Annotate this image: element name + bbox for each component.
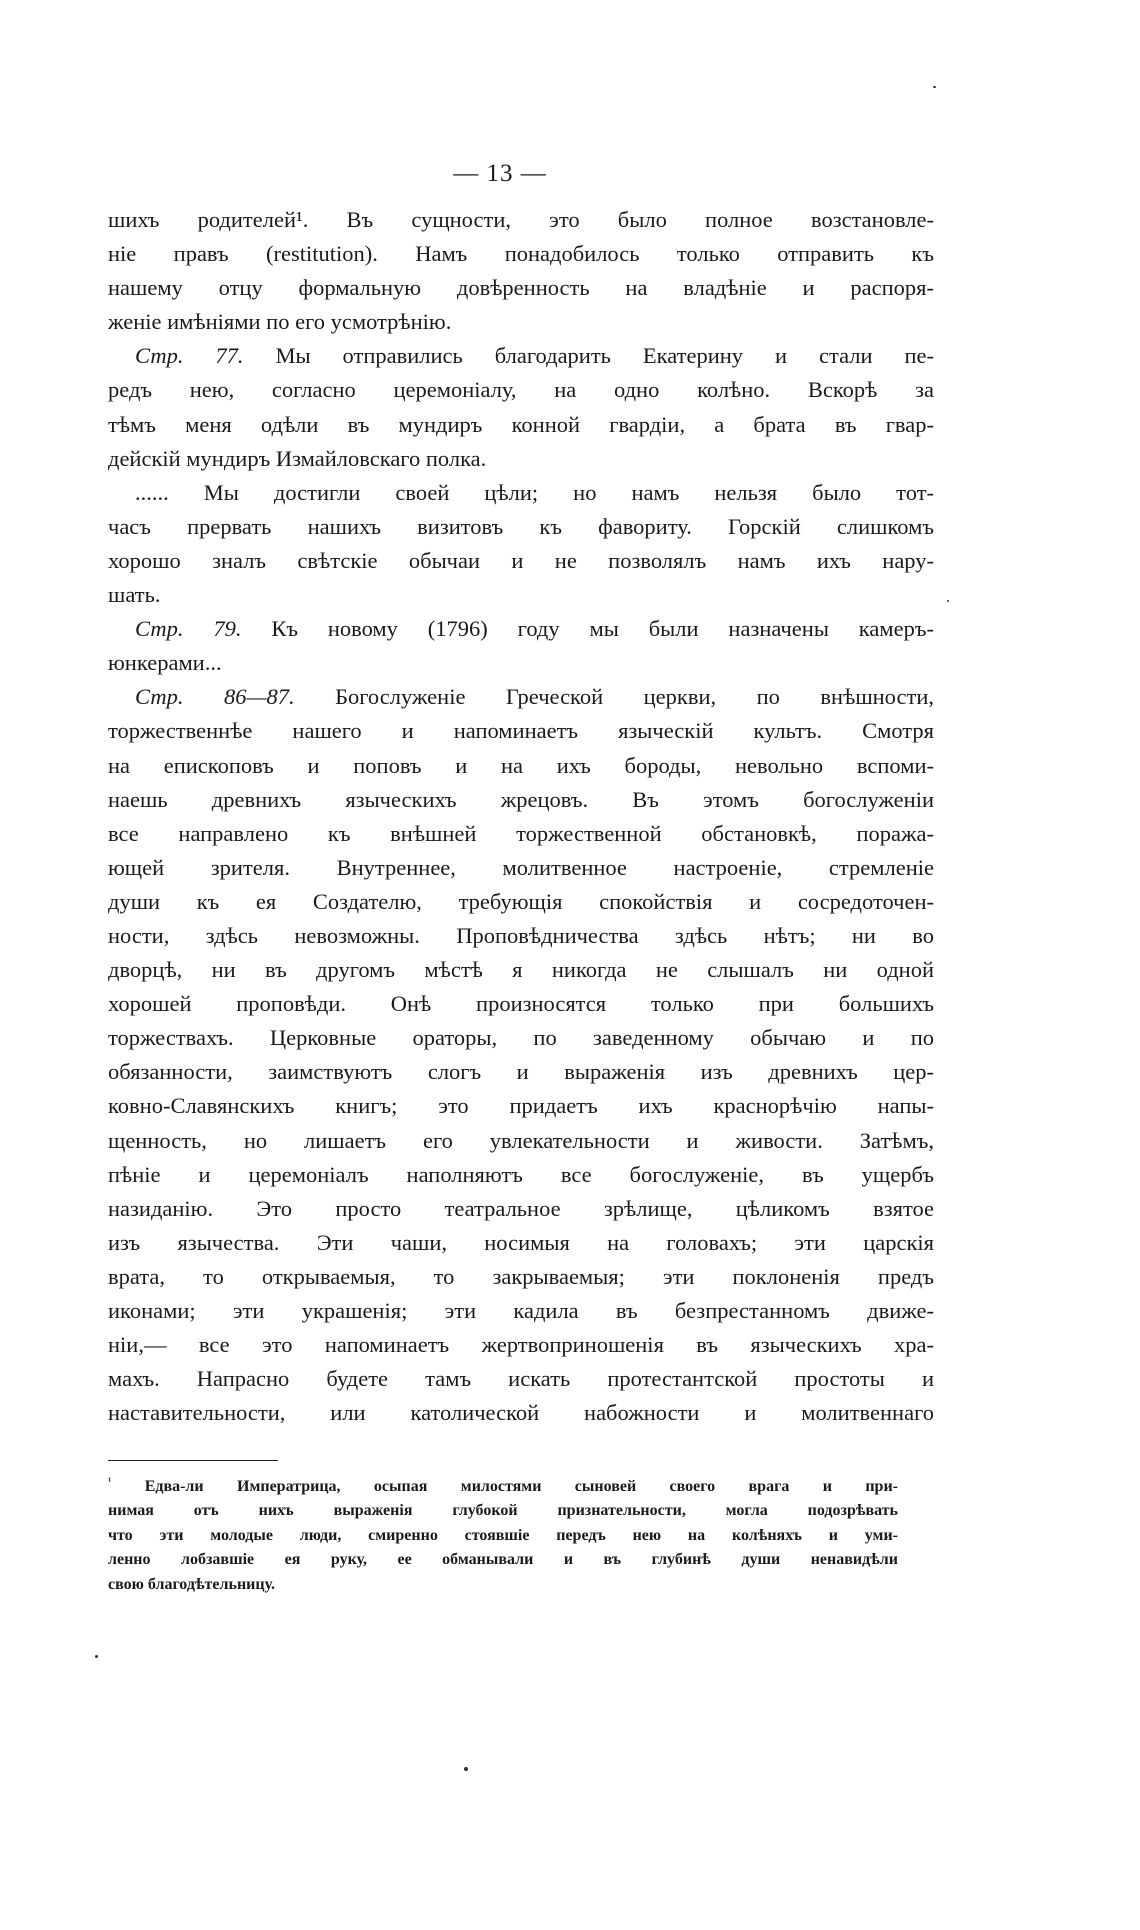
- text-line: тѣмъ меня одѣли въ мундиръ конной гвардіи, а брата въ гвар-: [108, 411, 934, 437]
- text-line: ніе правъ (restitution). Намъ понадобилось только отправить къ: [108, 241, 934, 267]
- text-line: ...... Мы достигли своей цѣли; но намъ нельзя было тот-: [135, 479, 934, 505]
- text-line: [108, 339, 934, 373]
- text-line: все направлено къ внѣшней торжественной обстановкѣ, поража-: [108, 820, 934, 846]
- footnote-mark: ¹: [108, 1475, 112, 1488]
- text-line: шать.: [108, 582, 161, 608]
- text-line: ковно-Славянскихъ книгъ; это придаетъ ихъ краснорѣчію напы-: [108, 1093, 934, 1119]
- text-line: на епископовъ и поповъ и на ихъ бороды, невольно вспоми-: [108, 752, 934, 778]
- main-text: [108, 203, 934, 1430]
- text-line: врата, то открываемыя, то закрываемыя; эти поклоненія предъ: [108, 1263, 934, 1289]
- text-line: торжествахъ. Церковные ораторы, по заведенному обычаю и по: [108, 1025, 934, 1051]
- text-line: обязанности, заимствуютъ слогъ и выраженія изъ древнихъ цер-: [108, 1059, 934, 1085]
- scan-speck: [95, 1655, 98, 1658]
- text-line: торжественнѣе нашего и напоминаетъ языческій культъ. Смотря: [108, 718, 934, 744]
- text-line: юнкерами...: [108, 650, 222, 676]
- footnote-line: ленно лобзавшіе ея руку, ее обманывали и въ глубинѣ души ненавидѣли: [108, 1551, 898, 1569]
- footnote-line: нимая отъ нихъ выраженія глубокой признательности, могла подозрѣвать: [108, 1502, 898, 1520]
- text-line: наставительности, или католической набожности и молитвеннаго: [108, 1400, 934, 1426]
- text-line: шихъ родителей¹. Въ сущности, это было полное возстановле-: [108, 207, 934, 232]
- footnote-line: [108, 1475, 898, 1499]
- scan-speck: [933, 86, 936, 88]
- text-line: дворцѣ, ни въ другомъ мѣстѣ я никогда не слышалъ ни одной: [108, 957, 934, 983]
- scan-speck: [464, 1767, 468, 1771]
- footnote-line: что эти молодые люди, смиренно стоявшіе передъ нею на колѣняхъ и уми-: [108, 1526, 898, 1544]
- text-line: махъ. Напрасно будете тамъ искать протестантской простоты и: [108, 1366, 934, 1392]
- text-line: ніи,— все это напоминаетъ жертвоприношенія въ языческихъ хра-: [108, 1332, 934, 1358]
- text-line: нашему отцу формальную довѣренность на владѣніе и распоря-: [108, 275, 934, 301]
- text-line: часъ прервать нашихъ визитовъ къ фавориту. Горскій слишкомъ: [108, 513, 934, 539]
- footnote-divider: [108, 1460, 278, 1461]
- text-line: изъ язычества. Эти чаши, носимыя на головахъ; эти царскія: [108, 1229, 934, 1255]
- text-segment: Мы отправились благодарить Екатерину и стали пе-: [243, 343, 934, 369]
- text-line: ности, здѣсь невозможны. Проповѣдничества здѣсь нѣтъ; ни во: [108, 922, 934, 948]
- page-reference: Стр. 79.: [135, 616, 242, 642]
- page-reference: Стр. 86—87.: [135, 684, 295, 710]
- text-segment: Богослуженіе Греческой церкви, по внѣшности,: [294, 684, 934, 710]
- scan-speck: [947, 600, 949, 602]
- text-line: иконами; эти украшенія; эти кадила въ безпрестанномъ движе-: [108, 1298, 934, 1323]
- footnote: [108, 1475, 898, 1597]
- text-line: щенность, но лишаетъ его увлекательности и живости. Затѣмъ,: [108, 1127, 934, 1153]
- page-reference: Стр. 77.: [135, 343, 244, 369]
- text-line: пѣніе и церемоніалъ наполняютъ все богослуженіе, въ ущербъ: [108, 1161, 934, 1187]
- text-line: редъ нею, согласно церемоніалу, на одно колѣно. Вскорѣ за: [108, 377, 934, 403]
- text-line: души къ ея Создателю, требующія спокойствія и сосредоточен-: [108, 888, 934, 914]
- footnote-line: свою благодѣтельницу.: [108, 1575, 275, 1593]
- text-line: наешь древнихъ языческихъ жрецовъ. Въ этомъ богослуженіи: [108, 786, 934, 812]
- page-number: — 13 —: [453, 160, 547, 187]
- text-segment: Едва-ли Императрица, осыпая милостями сыновей своего врага и при-: [111, 1478, 898, 1495]
- text-line: дейскій мундиръ Измайловскаго полка.: [108, 445, 487, 471]
- text-line: женіе имѣніями по его усмотрѣнію.: [108, 309, 452, 335]
- text-line: [108, 680, 934, 714]
- text-segment: Къ новому (1796) году мы были назначены камеръ-: [241, 616, 934, 642]
- text-line: назиданію. Это просто театральное зрѣлище, цѣликомъ взятое: [108, 1195, 934, 1221]
- text-line: [108, 612, 934, 646]
- text-line: хорошо зналъ свѣтскіе обычаи и не позволялъ намъ ихъ нару-: [108, 547, 934, 573]
- text-line: ющей зрителя. Внутреннее, молитвенное настроеніе, стремленіе: [108, 854, 934, 880]
- text-line: хорошей проповѣди. Онѣ произносятся только при большихъ: [108, 991, 934, 1017]
